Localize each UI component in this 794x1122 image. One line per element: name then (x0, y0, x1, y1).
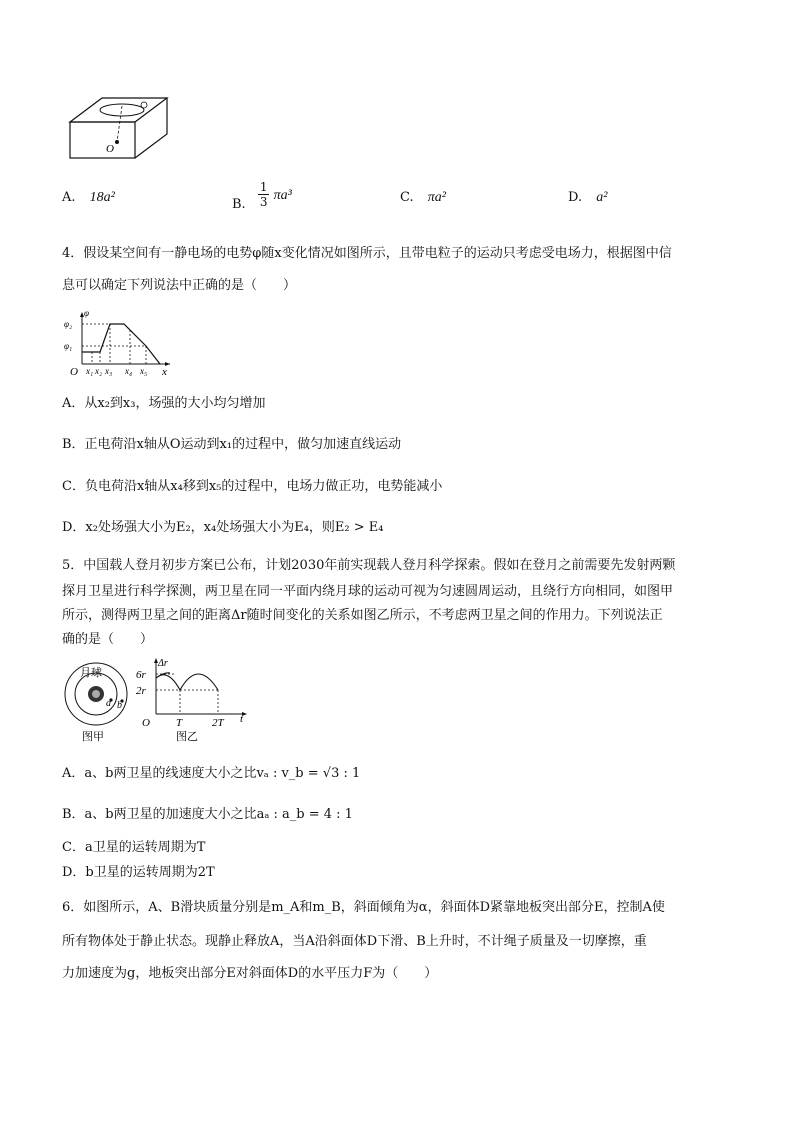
q3-label-o: O (106, 143, 114, 155)
q5-option-c: C．a卫星的运转周期为T (62, 840, 206, 855)
q3-option-d-value: a² (596, 190, 608, 205)
q4-label-x1: x₁ (86, 366, 94, 376)
q4-potential-graph (62, 308, 174, 378)
q3-option-a (62, 190, 115, 206)
q3-option-b-letter: B. (232, 197, 246, 212)
q4-option-a: A．从x₂到x₃，场强的大小均匀增加 (62, 396, 266, 411)
q3-option-d-letter: D. (568, 190, 583, 205)
q4-label-phi1: φ₁ (64, 341, 73, 351)
q4-label-x4: x₄ (125, 366, 133, 376)
q5-label-2t: 2T (212, 717, 224, 729)
q4-option-c: C．负电荷沿x轴从x₄移到x₅的过程中，电场力做正功，电势能减小 (62, 479, 443, 494)
q4-label-x3: x₃ (105, 366, 113, 376)
q3-option-c-value: πa² (427, 190, 446, 205)
q5-axis-t: t (240, 713, 244, 725)
q4-label-x2: x₂ (95, 366, 103, 376)
q6-stem-line-1: 6．如图所示，A、B滑块质量分别是m_A和m_B，斜面倾角为α，斜面体D紧靠地板突出部分E，控制A使 (62, 900, 665, 915)
q5-option-d: D．b卫星的运转周期为2T (62, 865, 215, 880)
q5-label-a: a (106, 698, 111, 709)
q4-option-d: D．x₂处场强大小为E₂，x₄处场强大小为E₄，则E₂ > E₄ (62, 520, 384, 535)
q5-stem-line-4: 确的是（ ） (62, 632, 154, 647)
q5-stem-line-3: 所示，测得两卫星之间的距离Δr随时间变化的关系如图乙所示，不考虑两卫星之间的作用力。下列说法正 (62, 608, 663, 623)
q5-label-yi: 图乙 (176, 730, 198, 742)
q5-stem-line-2: 探月卫星进行科学探测，两卫星在同一平面内绕月球的运动可视为匀速圆周运动，且绕行方向相同，如图甲 (62, 584, 674, 599)
q5-label-jia: 图甲 (82, 730, 104, 742)
q4-axis-x: x (162, 366, 167, 378)
q3-option-c-letter: C. (400, 190, 414, 205)
q3-option-d (568, 190, 607, 206)
q5-option-b: B．a、b两卫星的加速度大小之比aₐ : a_b = 4 : 1 (62, 807, 353, 822)
q5-axis-dr: Δr (158, 658, 168, 669)
q5-label-t: T (176, 717, 183, 729)
q5-label-moon: 月球 (80, 666, 102, 679)
q5-label-b: b (117, 700, 122, 711)
q5-distance-graph (134, 656, 250, 742)
q3-option-a-value: 18a² (89, 190, 115, 205)
q3-option-c (400, 190, 446, 206)
q4-label-x5: x₅ (140, 366, 148, 376)
q3-option-a-letter: A. (62, 190, 76, 205)
q3-option-b (232, 180, 292, 212)
q4-option-b: B．正电荷沿x轴从O运动到x₁的过程中，做匀加速直线运动 (62, 437, 402, 452)
q6-stem-line-2: 所有物体处于静止状态。现静止释放A，当A沿斜面体D下滑、B上升时，不计绳子质量及一切摩擦，重 (62, 934, 647, 949)
q4-stem-line-1: 4．假设某空间有一静电场的电势φ随x变化情况如图所示，且带电粒子的运动只考虑受电场力，根据图中信 (62, 246, 672, 261)
q5-label-o: O (142, 717, 150, 729)
q4-axis-phi: φ (84, 308, 89, 318)
q3-box-figure (62, 92, 172, 164)
q4-label-phi2: φ₂ (64, 319, 73, 329)
q3-option-b-value: πa³ (273, 188, 292, 203)
q4-label-o: O (70, 366, 78, 378)
q3-option-b-denominator: 3 (259, 195, 268, 209)
q5-orbit-figure (62, 660, 134, 742)
q5-option-a: A．a、b两卫星的线速度大小之比vₐ : v_b = √3 : 1 (62, 766, 361, 781)
q6-stem-line-3: 力加速度为g，地板突出部分E对斜面体D的水平压力F为（ ） (62, 966, 438, 981)
q5-label-6r: 6r (136, 669, 146, 681)
q5-label-2r: 2r (136, 685, 146, 697)
q5-stem-line-1: 5．中国载人登月初步方案已公布，计划2030年前实现载人登月科学探索。假如在登月之前需要先发射两颗 (62, 558, 676, 573)
q4-stem-line-2: 息可以确定下列说法中正确的是（ ） (62, 278, 297, 293)
q3-option-b-numerator: 1 (259, 180, 268, 194)
